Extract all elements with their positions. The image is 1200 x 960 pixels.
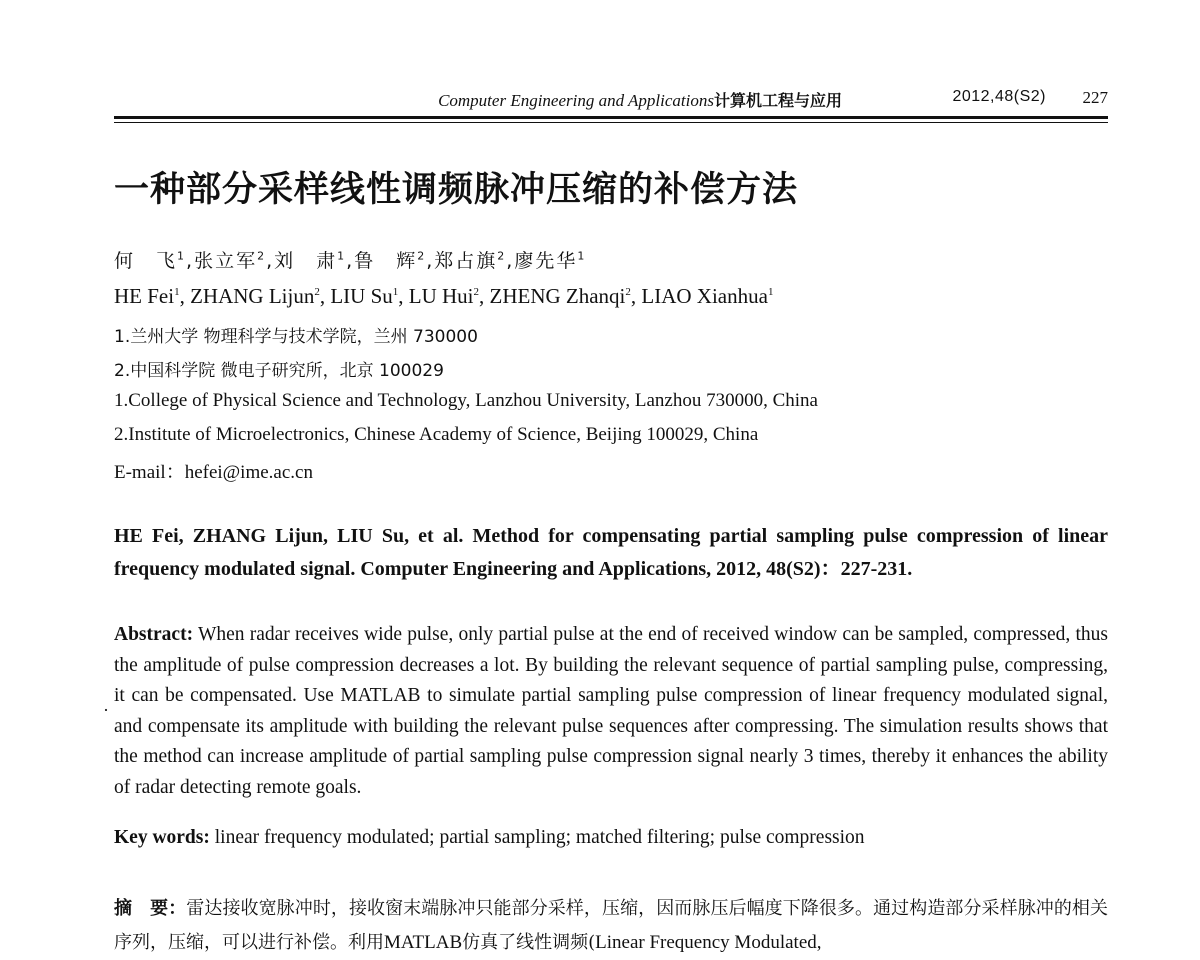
affiliation-en-2: 2.Institute of Microelectronics, Chinese Academy of Science, Beijing 100029, China (114, 424, 759, 445)
paper-title: 一种部分采样线性调频脉冲压缩的补偿方法 (114, 170, 799, 210)
citation: HE Fei, ZHANG Lijun, LIU Su, et al. Method for compensating partial sampling pulse compression of linear frequency modulated signal. Computer Engineering and Applications, 2012, 48(S2)：227-231. (114, 525, 1108, 580)
abstract-en (114, 620, 1108, 803)
keywords-label: Key words: (114, 827, 210, 848)
authors-english: HE Fei$^1$, ZHANG Lijun$^2$, LIU Su$^1$, LU Hui$^2$, ZHENG Zhanqi$^2$, LIAO Xianhua$^1$ (114, 284, 774, 308)
affiliation-cn-2: 2.中国科学院 微电子研究所，北京 100029 (114, 361, 444, 381)
issue-number: 2012,48(S2) (952, 88, 1046, 105)
keywords (114, 823, 1108, 853)
cn-abstract-label: 摘 要： (114, 898, 187, 919)
authors-chinese: 何 飞$^1$,张立军$^2$,刘 肃$^1$,鲁 辉$^2$,郑占旗$^2$,廖先华$^1$ (114, 249, 587, 272)
header-rule-thin (114, 122, 1108, 123)
abstract-cn: 摘 要：雷达接收宽脉冲时，接收窗末端脉冲只能部分采样，压缩，因而脉压后幅度下降很多。通过构造部分采样脉冲的相关序列，压缩，可以进行补偿。利用MATLAB仿真了线性调频(Linear Frequency Modulated, (114, 898, 1108, 953)
abstract-text: When radar receives wide pulse, only partial pulse at the end of received window can be sampled, compressed, thus the amplitude of pulse compression decreases a lot. By building the relevant sequence of partial sampling pulse, compressing, it can be compensated. Use MATLAB to simulate partial sampling pulse compression of linear frequency modulated signal, and compensate its amplitude with building the relevant pulse sequences after compressing. The simulation results shows that the method can increase amplitude of partial sampling pulse compression signal nearly 3 times, thereby it enhances the ability of radar detecting remote goals. (114, 624, 1108, 798)
journal-name: Computer Engineering and Applications计算机工程与应用 (438, 91, 842, 110)
keywords-text: linear frequency modulated; partial sampling; matched filtering; pulse compression (214, 827, 865, 848)
page-number: 227 (1082, 88, 1108, 107)
affiliation-cn-1: 1.兰州大学 物理科学与技术学院，兰州 730000 (114, 327, 478, 347)
header-rule-thick (114, 116, 1108, 119)
running-header (114, 88, 1108, 112)
author-email: E-mail：hefei@ime.ac.cn (114, 462, 313, 483)
abstract-label: Abstract: (114, 624, 194, 645)
margin-mark: · (103, 700, 109, 720)
affiliation-en-1: 1.College of Physical Science and Technology, Lanzhou University, Lanzhou 730000, China (114, 390, 818, 411)
